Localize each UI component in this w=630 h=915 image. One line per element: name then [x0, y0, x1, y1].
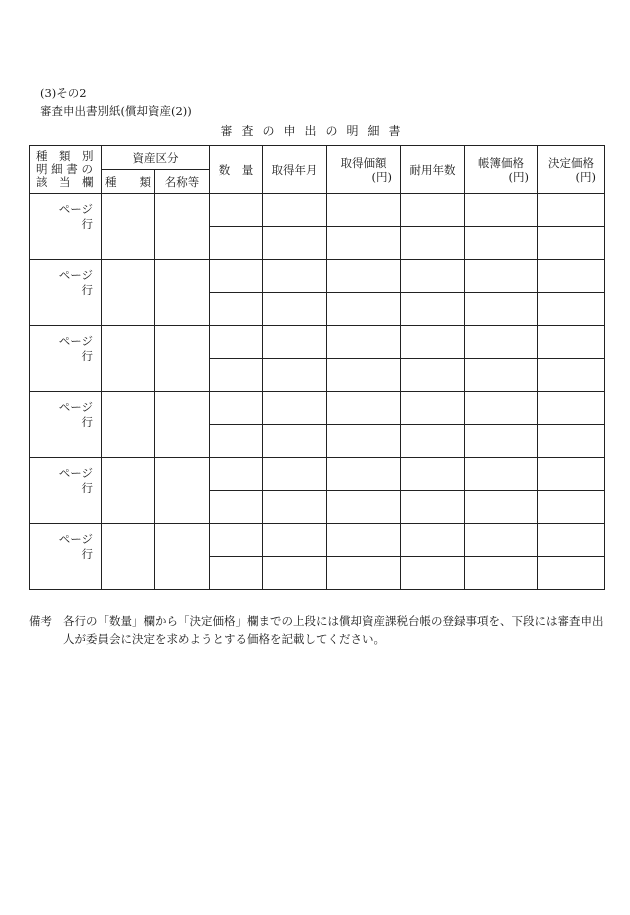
remarks-label: 備考	[29, 614, 52, 628]
page-title: 審査の申出の明細書	[220, 124, 410, 138]
quantity-cell-upper[interactable]	[210, 392, 263, 425]
header-decided-price	[538, 146, 605, 194]
header-decided-price-label: 決定価格	[548, 155, 594, 170]
decided-price-cell-lower[interactable]	[538, 425, 605, 458]
decided-price-cell-upper[interactable]	[538, 194, 605, 227]
book-value-cell-lower[interactable]	[465, 293, 538, 326]
header-kind-line2: 明 細 書 の	[36, 162, 93, 176]
acquisition-date-cell-lower[interactable]	[263, 359, 327, 392]
useful-life-cell-lower[interactable]	[401, 359, 465, 392]
table-row	[30, 524, 605, 557]
acquisition-price-cell-lower[interactable]	[327, 557, 401, 590]
acquisition-price-cell-upper[interactable]	[327, 524, 401, 557]
page-line-ref-cell[interactable]	[30, 260, 102, 326]
acquisition-price-cell-upper[interactable]	[327, 326, 401, 359]
useful-life-cell-upper[interactable]	[401, 194, 465, 227]
remarks-text: 各行の「数量」欄から「決定価格」欄までの上段には償却資産課税台帳の登録事項を、下段には審査申出人が委員会に決定を求めようとする価格を記載してください。	[63, 614, 604, 646]
book-value-cell-lower[interactable]	[465, 557, 538, 590]
quantity-cell-upper[interactable]	[210, 458, 263, 491]
page-line-ref-cell[interactable]	[30, 458, 102, 524]
useful-life-cell-lower[interactable]	[401, 557, 465, 590]
acquisition-date-cell-upper[interactable]	[263, 194, 327, 227]
header-type: 種 類	[102, 170, 155, 194]
page-line-ref-cell[interactable]	[30, 392, 102, 458]
decided-price-cell-lower[interactable]	[538, 557, 605, 590]
acquisition-price-cell-lower[interactable]	[327, 359, 401, 392]
acquisition-price-cell-lower[interactable]	[327, 293, 401, 326]
line-label: 行	[81, 217, 93, 231]
quantity-cell-lower[interactable]	[210, 425, 263, 458]
book-value-cell-upper[interactable]	[465, 326, 538, 359]
page-label: ページ	[58, 334, 93, 348]
asset-type-cell[interactable]	[102, 326, 155, 392]
decided-price-cell-upper[interactable]	[538, 260, 605, 293]
acquisition-date-cell-lower[interactable]	[263, 491, 327, 524]
page-label: ページ	[58, 532, 93, 546]
quantity-cell-lower[interactable]	[210, 359, 263, 392]
decided-price-cell-upper[interactable]	[538, 524, 605, 557]
detail-table	[29, 145, 605, 590]
line-label: 行	[81, 481, 93, 495]
page-label: ページ	[58, 268, 93, 282]
table-row	[30, 458, 605, 491]
useful-life-cell-lower[interactable]	[401, 227, 465, 260]
useful-life-cell-upper[interactable]	[401, 392, 465, 425]
header-decided-price-unit: (円)	[575, 169, 596, 184]
acquisition-date-cell-upper[interactable]	[263, 260, 327, 293]
page-line-ref-cell[interactable]	[30, 326, 102, 392]
useful-life-cell-lower[interactable]	[401, 491, 465, 524]
quantity-cell-upper[interactable]	[210, 524, 263, 557]
line-label: 行	[81, 283, 93, 297]
page-line-ref-cell[interactable]	[30, 194, 102, 260]
page-line-ref-cell[interactable]	[30, 524, 102, 590]
quantity-cell-lower[interactable]	[210, 293, 263, 326]
asset-type-cell[interactable]	[102, 392, 155, 458]
acquisition-price-cell-upper[interactable]	[327, 392, 401, 425]
book-value-cell-upper[interactable]	[465, 392, 538, 425]
decided-price-cell-lower[interactable]	[538, 227, 605, 260]
line-label: 行	[81, 415, 93, 429]
book-value-cell-upper[interactable]	[465, 194, 538, 227]
acquisition-price-cell-lower[interactable]	[327, 491, 401, 524]
header-kind-line3: 該 当 欄	[36, 175, 94, 189]
remarks	[29, 612, 609, 648]
asset-name-cell[interactable]	[155, 524, 210, 590]
useful-life-cell-lower[interactable]	[401, 425, 465, 458]
header-book-value-label: 帳簿価格	[478, 155, 524, 170]
decided-price-cell-lower[interactable]	[538, 293, 605, 326]
book-value-cell-upper[interactable]	[465, 458, 538, 491]
asset-name-cell[interactable]	[155, 260, 210, 326]
useful-life-cell-upper[interactable]	[401, 326, 465, 359]
header-acquisition-price-label: 取得価額	[340, 155, 387, 170]
decided-price-cell-lower[interactable]	[538, 491, 605, 524]
line-label: 行	[81, 547, 93, 561]
page-label: ページ	[58, 400, 93, 414]
form-title: 審査申出書別紙(償却資産(2))	[40, 104, 192, 118]
acquisition-price-cell-lower[interactable]	[327, 227, 401, 260]
header-kind-line1: 種 類 別	[36, 149, 94, 163]
page-label: ページ	[58, 202, 93, 216]
decided-price-cell-upper[interactable]	[538, 458, 605, 491]
asset-type-cell[interactable]	[102, 524, 155, 590]
book-value-cell-lower[interactable]	[465, 227, 538, 260]
useful-life-cell-upper[interactable]	[401, 458, 465, 491]
acquisition-date-cell-lower[interactable]	[263, 557, 327, 590]
table-row	[30, 326, 605, 359]
acquisition-date-cell-upper[interactable]	[263, 392, 327, 425]
useful-life-cell-upper[interactable]	[401, 524, 465, 557]
acquisition-price-cell-lower[interactable]	[327, 425, 401, 458]
quantity-cell-upper[interactable]	[210, 326, 263, 359]
acquisition-date-cell-lower[interactable]	[263, 425, 327, 458]
book-value-cell-lower[interactable]	[465, 491, 538, 524]
decided-price-cell-upper[interactable]	[538, 392, 605, 425]
asset-name-cell[interactable]	[155, 458, 210, 524]
header-kind-cell	[30, 146, 102, 194]
book-value-cell-upper[interactable]	[465, 260, 538, 293]
header-name: 名称等	[155, 170, 210, 194]
header-asset-class: 資産区分	[102, 146, 210, 170]
acquisition-date-cell-upper[interactable]	[263, 458, 327, 491]
quantity-cell-lower[interactable]	[210, 491, 263, 524]
asset-name-cell[interactable]	[155, 326, 210, 392]
header-acquisition-price	[327, 146, 401, 194]
book-value-cell-lower[interactable]	[465, 359, 538, 392]
useful-life-cell-upper[interactable]	[401, 260, 465, 293]
acquisition-price-cell-upper[interactable]	[327, 260, 401, 293]
table-row	[30, 392, 605, 425]
header-acquisition-date: 取得年月	[263, 146, 327, 194]
acquisition-date-cell-lower[interactable]	[263, 293, 327, 326]
acquisition-price-cell-upper[interactable]	[327, 458, 401, 491]
decided-price-cell-upper[interactable]	[538, 326, 605, 359]
asset-name-cell[interactable]	[155, 392, 210, 458]
decided-price-cell-lower[interactable]	[538, 359, 605, 392]
quantity-cell-upper[interactable]	[210, 194, 263, 227]
table-row	[30, 260, 605, 293]
acquisition-date-cell-upper[interactable]	[263, 326, 327, 359]
asset-name-cell[interactable]	[155, 194, 210, 260]
asset-type-cell[interactable]	[102, 194, 155, 260]
table-row	[30, 194, 605, 227]
header-acquisition-price-unit: (円)	[371, 169, 392, 184]
acquisition-date-cell-upper[interactable]	[263, 524, 327, 557]
book-value-cell-upper[interactable]	[465, 524, 538, 557]
header-book-value-unit: (円)	[508, 169, 529, 184]
header-quantity: 数 量	[210, 146, 263, 194]
form-number: (3)その2	[40, 86, 87, 100]
acquisition-price-cell-upper[interactable]	[327, 194, 401, 227]
asset-type-cell[interactable]	[102, 260, 155, 326]
quantity-cell-upper[interactable]	[210, 260, 263, 293]
header-useful-life: 耐用年数	[401, 146, 465, 194]
quantity-cell-lower[interactable]	[210, 227, 263, 260]
line-label: 行	[81, 349, 93, 363]
asset-type-cell[interactable]	[102, 458, 155, 524]
quantity-cell-lower[interactable]	[210, 557, 263, 590]
acquisition-date-cell-lower[interactable]	[263, 227, 327, 260]
useful-life-cell-lower[interactable]	[401, 293, 465, 326]
header-book-value	[465, 146, 538, 194]
page-label: ページ	[58, 466, 93, 480]
book-value-cell-lower[interactable]	[465, 425, 538, 458]
